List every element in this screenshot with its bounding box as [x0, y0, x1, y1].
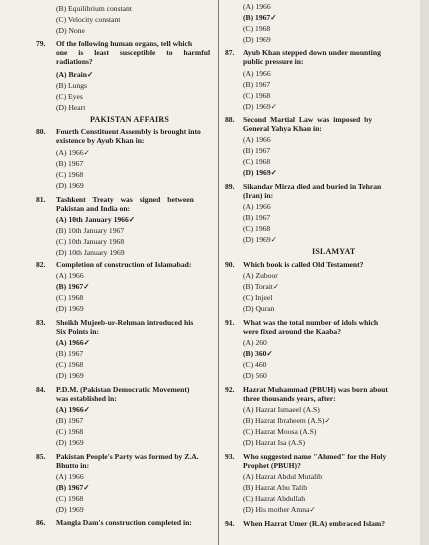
option: (D) Hazrat Isa (A.S): [243, 438, 305, 447]
option: (B) Equilibrium constant: [56, 4, 132, 13]
question-text: When Hazrat Umer (R.A) embraced Islam?: [243, 519, 386, 528]
question-text: Bhutto in:: [56, 461, 90, 470]
question-text: Pakistan and India on:: [56, 204, 131, 213]
option: (A) 1966: [56, 472, 84, 481]
option: (C) 460: [243, 360, 267, 369]
option: (B) Torait✓: [243, 282, 280, 291]
option: (D) His mother Amna✓: [243, 505, 316, 514]
question-number: 92.: [225, 385, 235, 394]
option: (A) 1966✓: [56, 338, 90, 347]
option: (D) 560: [243, 371, 267, 380]
option: (C) 1968: [243, 157, 271, 166]
option: (B) 10th January 1967: [56, 226, 125, 235]
option: (C) Velocity constant: [56, 15, 121, 24]
option: (D) 10th January 1969: [56, 248, 125, 257]
question-number: 82.: [36, 260, 46, 269]
option: (D) Heart: [56, 103, 86, 112]
option: (C) 1968: [243, 224, 271, 233]
question-text: P.D.M. (Pakistan Democratic Movement): [56, 385, 190, 394]
question-text: General Yahya Khan in:: [243, 124, 322, 133]
option: (B) 1967: [243, 146, 271, 155]
question-text: (Iran) in:: [243, 191, 274, 200]
option: (A) 1966✓: [56, 148, 90, 157]
section-title: ISLAMYAT: [312, 247, 356, 256]
question-number: 90.: [225, 260, 235, 269]
option: (D) None: [56, 26, 85, 35]
question-text: Hazrat Muhammad (PBUH) was born about: [243, 385, 388, 394]
option: (B) 1967: [243, 80, 271, 89]
option: (C) 1968: [56, 494, 84, 503]
option: (B) 1967: [56, 416, 84, 425]
question-number: 81.: [36, 195, 46, 204]
question-number: 80.: [36, 127, 46, 136]
option: (D) 1969: [56, 371, 84, 380]
question-text: Pakistan People's Party was formed by Z.A.: [56, 452, 199, 461]
option: (D) Quran: [243, 304, 275, 313]
option: (B) 1967: [56, 349, 84, 358]
option: (C) 1968: [56, 360, 84, 369]
section-title: PAKISTAN AFFAIRS: [90, 115, 169, 124]
question-text: radiations?: [56, 57, 93, 66]
option: (C) Injeel: [243, 293, 273, 302]
question-number: 86.: [36, 518, 46, 527]
option: (C) Eyes: [56, 92, 83, 101]
option: (B) Lungs: [56, 81, 88, 90]
option: (B) 1967✓: [56, 282, 90, 291]
question-text: Second Martial Law was imposed by: [243, 115, 373, 124]
option: (A) Brain✓: [56, 70, 94, 79]
option: (A) 1966: [56, 271, 84, 280]
question-text: Mangla Dam's construction completed in:: [56, 518, 192, 527]
question-text: existence by Ayub Khan in:: [56, 136, 145, 145]
option: (D) 1969: [243, 35, 271, 44]
option: (A) 1966: [243, 69, 271, 78]
option: (A) Hazrat Abdul Mutalib: [243, 472, 323, 481]
option: (B) 1967✓: [56, 483, 90, 492]
question-text: Ayub Khan stepped down under mounting: [243, 48, 381, 57]
question-text: Who suggested name "Ahmed" for the Holy: [243, 452, 387, 461]
option: (C) Hazrat Moosa (A.S): [243, 427, 317, 436]
option: (B) 1967✓: [243, 13, 277, 22]
option: (A) Hazrat Ismaeel (A.S): [243, 405, 320, 414]
option: (A) 10th January 1966✓: [56, 215, 136, 224]
question-number: 84.: [36, 385, 46, 394]
option: (C) 1968: [56, 427, 84, 436]
question-text: Sheikh Mujeeb-ur-Rehman introduced his: [56, 318, 194, 327]
question-text: three thousands years, after:: [243, 394, 336, 403]
question-number: 85.: [36, 452, 46, 461]
question-text: Prophet (PBUH)?: [243, 461, 301, 470]
option: (D) 1969✓: [243, 168, 277, 177]
option: (C) Hazrat Abdullah: [243, 494, 305, 503]
option: (A) 1966: [243, 135, 271, 144]
question-text: was established in:: [56, 394, 117, 403]
option: (C) 1968: [243, 91, 271, 100]
question-text: Six Points in:: [56, 327, 100, 336]
question-number: 83.: [36, 318, 46, 327]
question-text: Which book is called Old Testament?: [243, 260, 364, 269]
option: (D) 1969: [56, 181, 84, 190]
option: (A) 1966: [243, 202, 271, 211]
option: (B) 360✓: [243, 349, 273, 358]
question-number: 89.: [225, 182, 235, 191]
question-number: 93.: [225, 452, 235, 461]
question-text: Completion of construction of Islamabad:: [56, 260, 192, 269]
column-divider: [218, 0, 219, 545]
question-text: Tashkent Treaty was signed between: [56, 195, 194, 204]
option: (B) 1967: [56, 159, 84, 168]
question-number: 87.: [225, 48, 235, 57]
option: (A) Zuboor: [243, 271, 278, 280]
question-text: were fixed around the Kaaba?: [243, 327, 342, 336]
option: (B) Hazrat Ibraheem (A.S)✓: [243, 416, 331, 425]
question-text: Sikandar Mirza died and buried in Tehran: [243, 182, 382, 191]
option: (A) 1966✓: [56, 405, 90, 414]
option: (B) Hazrat Abu Talib: [243, 483, 308, 492]
question-number: 79.: [36, 39, 46, 48]
question-text: public pressure in:: [243, 57, 304, 66]
option: (C) 1968: [243, 24, 271, 33]
question-text: Fourth Constituent Assembly is brought into: [56, 127, 201, 136]
option: (B) 1967: [243, 213, 271, 222]
option: (D) 1969✓: [243, 102, 277, 111]
option: (A) 260: [243, 338, 267, 347]
option: (C) 10th January 1968: [56, 237, 125, 246]
question-number: 91.: [225, 318, 235, 327]
option: (D) 1969: [56, 505, 84, 514]
question-number: 94.: [225, 519, 235, 528]
next-page-edge: [420, 0, 429, 545]
question-text: Of the following human organs, tell which: [56, 39, 193, 48]
question-text: one is least susceptible to harmful: [56, 48, 211, 57]
question-text: What was the total number of idols which: [243, 318, 379, 327]
question-number: 88.: [225, 115, 235, 124]
option: (D) 1969: [56, 304, 84, 313]
option: (C) 1968: [56, 170, 84, 179]
option: (D) 1969: [56, 438, 84, 447]
option: (A) 1966: [243, 2, 271, 11]
option: (C) 1968: [56, 293, 84, 302]
option: (D) 1969✓: [243, 235, 277, 244]
